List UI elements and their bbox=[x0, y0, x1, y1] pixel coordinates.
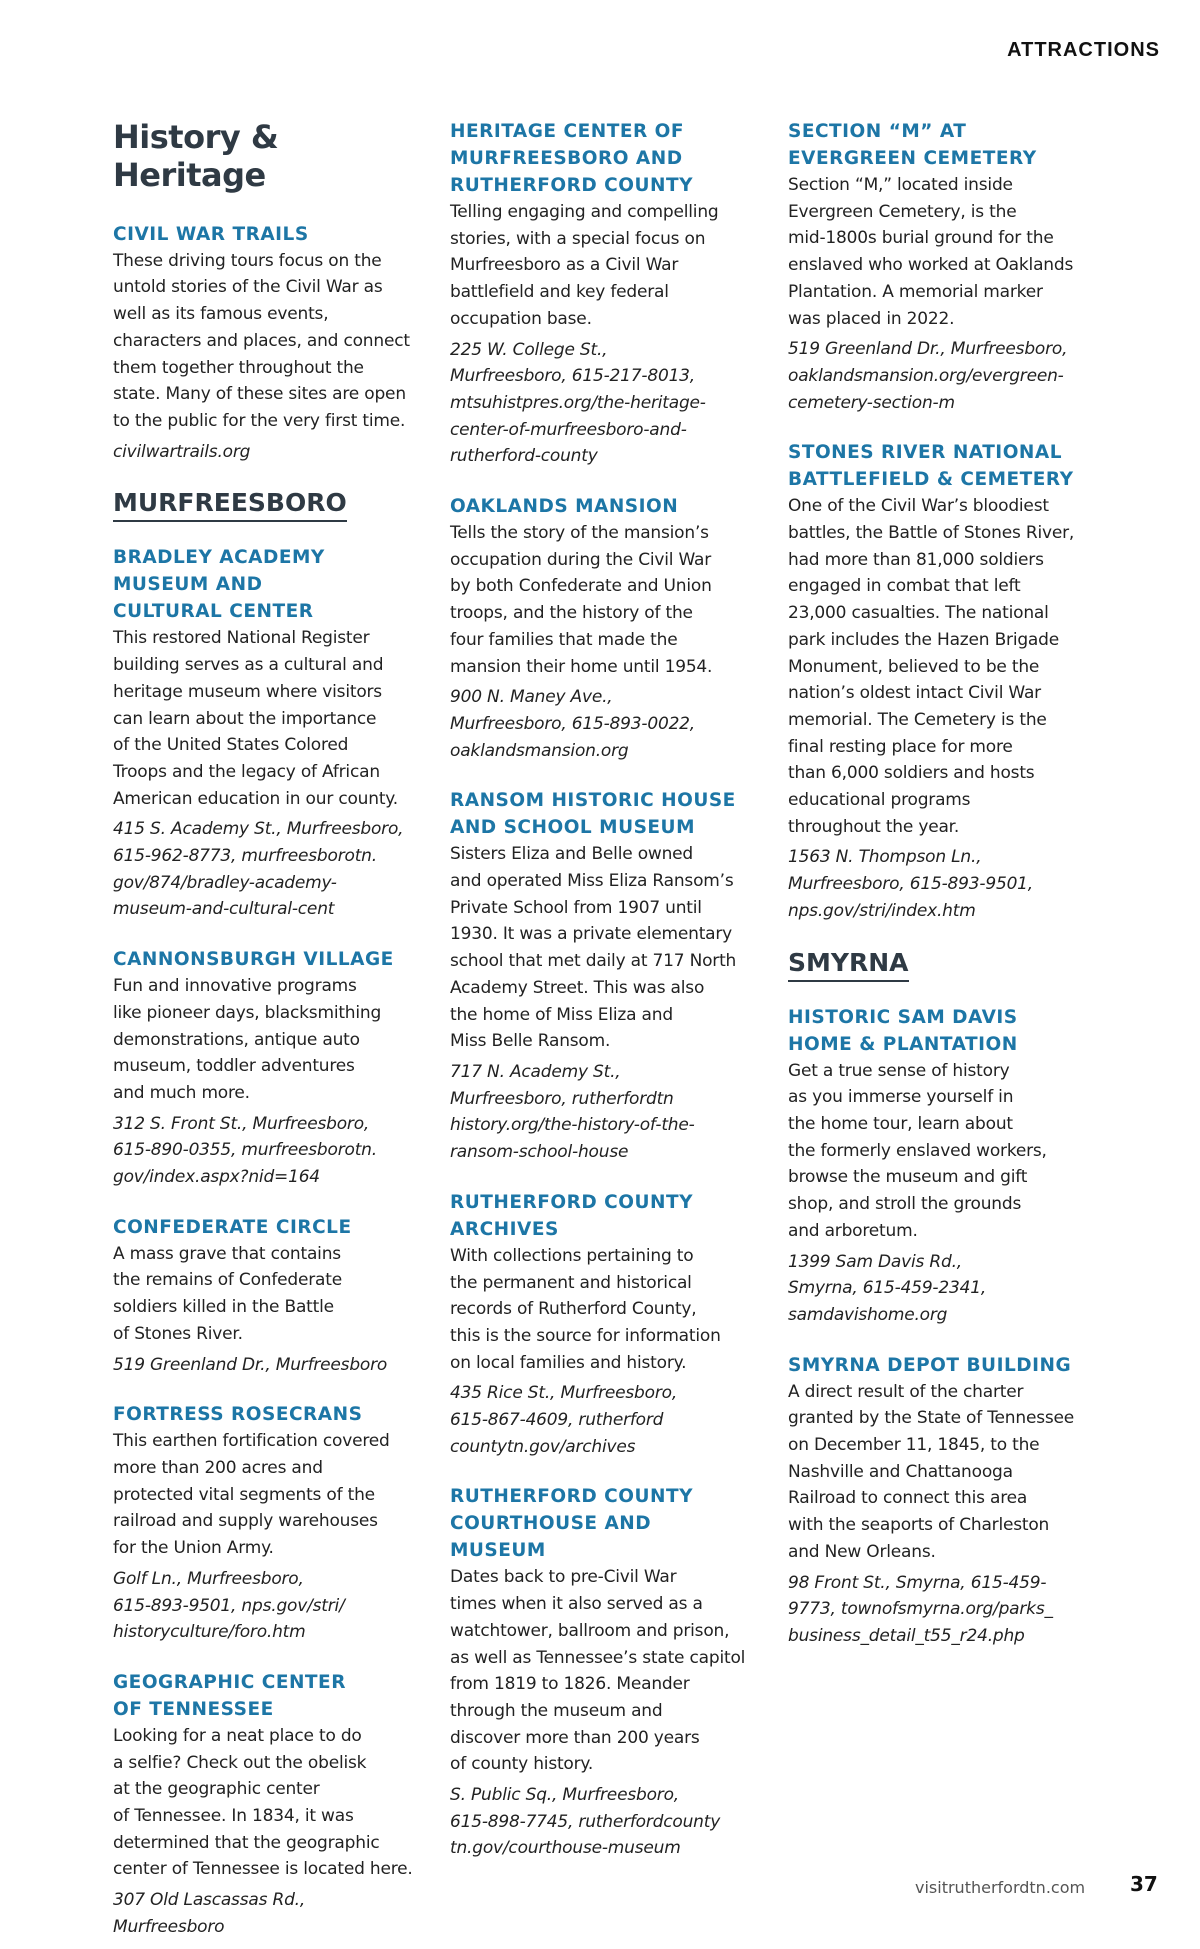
city-heading: SMYRNA bbox=[788, 948, 909, 982]
section-label: ATTRACTIONS bbox=[1007, 39, 1160, 61]
attraction-description: With collections pertaining to the permanent and historical records of Rutherford County, this is the source for information on local families and history. bbox=[450, 1245, 721, 1373]
attraction-title: CIVIL WAR TRAILS bbox=[113, 223, 309, 245]
attraction-entry bbox=[113, 946, 431, 1191]
attraction-title: STONES RIVER NATIONAL BATTLEFIELD & CEMETERY bbox=[788, 442, 1074, 491]
attraction-description: A mass grave that contains the remains of Confederate soldiers killed in the Battle of Stones River. bbox=[113, 1243, 342, 1344]
attraction-contact-info: civilwartrails.org bbox=[113, 441, 251, 462]
attraction-title: SECTION “M” AT EVERGREEN CEMETERY bbox=[788, 121, 1037, 169]
city-heading-wrapper bbox=[788, 948, 1106, 1004]
attraction-contact-info: 717 N. Academy St., Murfreesboro, rutherfordtn history.org/the-history-of-the- ransom-school-house bbox=[450, 1061, 695, 1163]
attraction-contact-info: 312 S. Front St., Murfreesboro, 615-890-0355, murfreesborotn. gov/index.aspx?nid=164 bbox=[113, 1113, 377, 1188]
attraction-title: RUTHERFORD COUNTY ARCHIVES bbox=[450, 1191, 693, 1240]
attraction-title: HERITAGE CENTER OF MURFREESBORO AND RUTHERFORD COUNTY bbox=[450, 121, 693, 196]
attraction-description: Tells the story of the mansion’s occupation during the Civil War by both Confederate and Union troops, and the history of the four families that made the mansion their home until 1954. bbox=[450, 523, 713, 677]
attraction-description: Get a true sense of history as you immerse yourself in the home tour, learn about the formerly enslaved workers, browse the museum and gift shop, and stroll the grounds and arboretum. bbox=[788, 1060, 1047, 1241]
attraction-contact-info: 435 Rice St., Murfreesboro, 615-867-4609, rutherford countytn.gov/archives bbox=[450, 1383, 678, 1457]
column-1-content bbox=[113, 221, 431, 1941]
attraction-contact-info: 307 Old Lascassas Rd., Murfreesboro bbox=[113, 1890, 306, 1937]
attraction-entry bbox=[788, 439, 1106, 924]
attraction-entry bbox=[788, 1352, 1106, 1650]
attraction-entry bbox=[113, 544, 431, 923]
attraction-entry bbox=[113, 1401, 431, 1646]
attraction-description: Sisters Eliza and Belle owned and operated Miss Eliza Ransom’s Private School from 1907 until 1930. It was a private elementary school that met daily at 717 North Academy Street. This was also the home of Miss Eliza and Miss Belle Ransom. bbox=[450, 844, 737, 1052]
attraction-contact-info: 225 W. College St., Murfreesboro, 615-217-8013, mtsuhistpres.org/the-heritage- center-of-murfreesboro-and- rutherford-county bbox=[450, 339, 706, 467]
attraction-title: RUTHERFORD COUNTY COURTHOUSE AND MUSEUM bbox=[450, 1486, 693, 1562]
attraction-contact-info: 1563 N. Thompson Ln., Murfreesboro, 615-893-9501, nps.gov/stri/index.htm bbox=[788, 847, 1034, 921]
attraction-contact-info: 415 S. Academy St., Murfreesboro, 615-962-8773, murfreesborotn. gov/874/bradley-academy- museum-and-cultural-cent bbox=[113, 819, 404, 920]
attraction-title: OAKLANDS MANSION bbox=[450, 496, 679, 518]
column-1 bbox=[113, 118, 431, 1949]
attraction-description: Section “M,” located inside Evergreen Cemetery, is the mid-1800s burial ground for the enslaved who worked at Oaklands Plantation. A memorial marker was placed in 2022. bbox=[788, 175, 1074, 329]
attraction-entry bbox=[113, 221, 431, 466]
attraction-description: Fun and innovative programs like pioneer days, blacksmithing demonstrations, antique auto museum, toddler adventures and much more. bbox=[113, 976, 382, 1103]
attraction-contact-info: S. Public Sq., Murfreesboro, 615-898-7745, rutherfordcounty tn.gov/courthouse-museum bbox=[450, 1785, 721, 1859]
attraction-title: CONFEDERATE CIRCLE bbox=[113, 1216, 352, 1238]
attraction-entry bbox=[788, 1004, 1106, 1329]
attraction-title: RANSOM HISTORIC HOUSE AND SCHOOL MUSEUM bbox=[450, 790, 736, 839]
page-title: History & Heritage bbox=[113, 118, 279, 195]
attraction-entry bbox=[450, 118, 768, 470]
attraction-contact-info: 1399 Sam Davis Rd., Smyrna, 615-459-2341, samdavishome.org bbox=[788, 1251, 987, 1325]
attraction-description: Dates back to pre-Civil War times when it also served as a watchtower, ballroom and prison, as well as Tennessee’s state capitol from 1819 to 1826. Meander through the museum and discover more than 200 years of county history. bbox=[450, 1567, 746, 1775]
attraction-contact-info: 98 Front St., Smyrna, 615-459- 9773, townofsmyrna.org/parks_ business_detail_t55_r24.php bbox=[788, 1572, 1053, 1646]
attraction-title: FORTRESS ROSECRANS bbox=[113, 1404, 363, 1426]
attraction-entry bbox=[788, 118, 1106, 416]
column-3 bbox=[788, 118, 1106, 1673]
attraction-description: This restored National Register building serves as a cultural and heritage museum where visitors can learn about the importance of the United States Colored Troops and the legacy of African American education in our county. bbox=[113, 628, 398, 809]
attraction-title: HISTORIC SAM DAVIS HOME & PLANTATION bbox=[788, 1006, 1018, 1055]
attraction-contact-info: Golf Ln., Murfreesboro, 615-893-9501, nps.gov/stri/ historyculture/foro.htm bbox=[113, 1568, 345, 1643]
attraction-entry bbox=[113, 1669, 431, 1941]
attraction-entry bbox=[450, 787, 768, 1165]
attraction-contact-info: 519 Greenland Dr., Murfreesboro bbox=[113, 1354, 388, 1375]
attraction-description: A direct result of the charter granted by the State of Tennessee on December 11, 1845, to the Nashville and Chattanooga Railroad to connect this area with the seaports of Charleston and New Orleans. bbox=[788, 1381, 1075, 1562]
attraction-description: Telling engaging and compelling stories, with a special focus on Murfreesboro as a Civil War battlefield and key federal occupation base. bbox=[450, 202, 719, 329]
attraction-entry bbox=[450, 1483, 768, 1862]
page-number: 37 bbox=[1130, 1872, 1158, 1896]
footer-website: visitrutherfordtn.com bbox=[915, 1878, 1086, 1897]
attraction-contact-info: 519 Greenland Dr., Murfreesboro, oaklandsmansion.org/evergreen- cemetery-section-m bbox=[788, 339, 1068, 413]
attraction-description: This earthen fortification covered more than 200 acres and protected vital segments of the railroad and supply warehouses for the Union Army. bbox=[113, 1431, 390, 1559]
city-heading-wrapper bbox=[113, 488, 431, 544]
column-2-content bbox=[450, 118, 768, 1862]
column-2 bbox=[450, 118, 768, 1885]
attraction-description: These driving tours focus on the untold stories of the Civil War as well as its famous events, characters and places, and connect them together throughout the state. Many of these sites are open to the public for the very first time. bbox=[113, 250, 410, 431]
city-heading: MURFREESBORO bbox=[113, 488, 347, 522]
attraction-title: CANNONSBURGH VILLAGE bbox=[113, 949, 394, 971]
attraction-entry bbox=[450, 493, 768, 764]
column-3-content bbox=[788, 118, 1106, 1650]
attraction-entry bbox=[450, 1189, 768, 1461]
attraction-entry bbox=[113, 1214, 431, 1379]
attraction-description: Looking for a neat place to do a selfie? Check out the obelisk at the geographic center of Tennessee. In 1834, it was determined that the geographic center of Tennessee is located here. bbox=[113, 1725, 413, 1880]
attraction-title: GEOGRAPHIC CENTER OF TENNESSEE bbox=[113, 1671, 346, 1720]
attraction-description: One of the Civil War’s bloodiest battles, the Battle of Stones River, had more than 81,000 soldiers engaged in combat that left 23,000 casualties. The national park includes the Hazen Brigade Monument, believed to be the nation’s oldest intact Civil War memorial. The Cemetery is the final resting place for more than 6,000 soldiers and hosts educational programs throughout the year. bbox=[788, 496, 1075, 837]
attraction-contact-info: 900 N. Maney Ave., Murfreesboro, 615-893-0022, oaklandsmansion.org bbox=[450, 687, 696, 761]
attraction-title: BRADLEY ACADEMY MUSEUM AND CULTURAL CENTER bbox=[113, 547, 325, 623]
attraction-title: SMYRNA DEPOT BUILDING bbox=[788, 1354, 1072, 1376]
